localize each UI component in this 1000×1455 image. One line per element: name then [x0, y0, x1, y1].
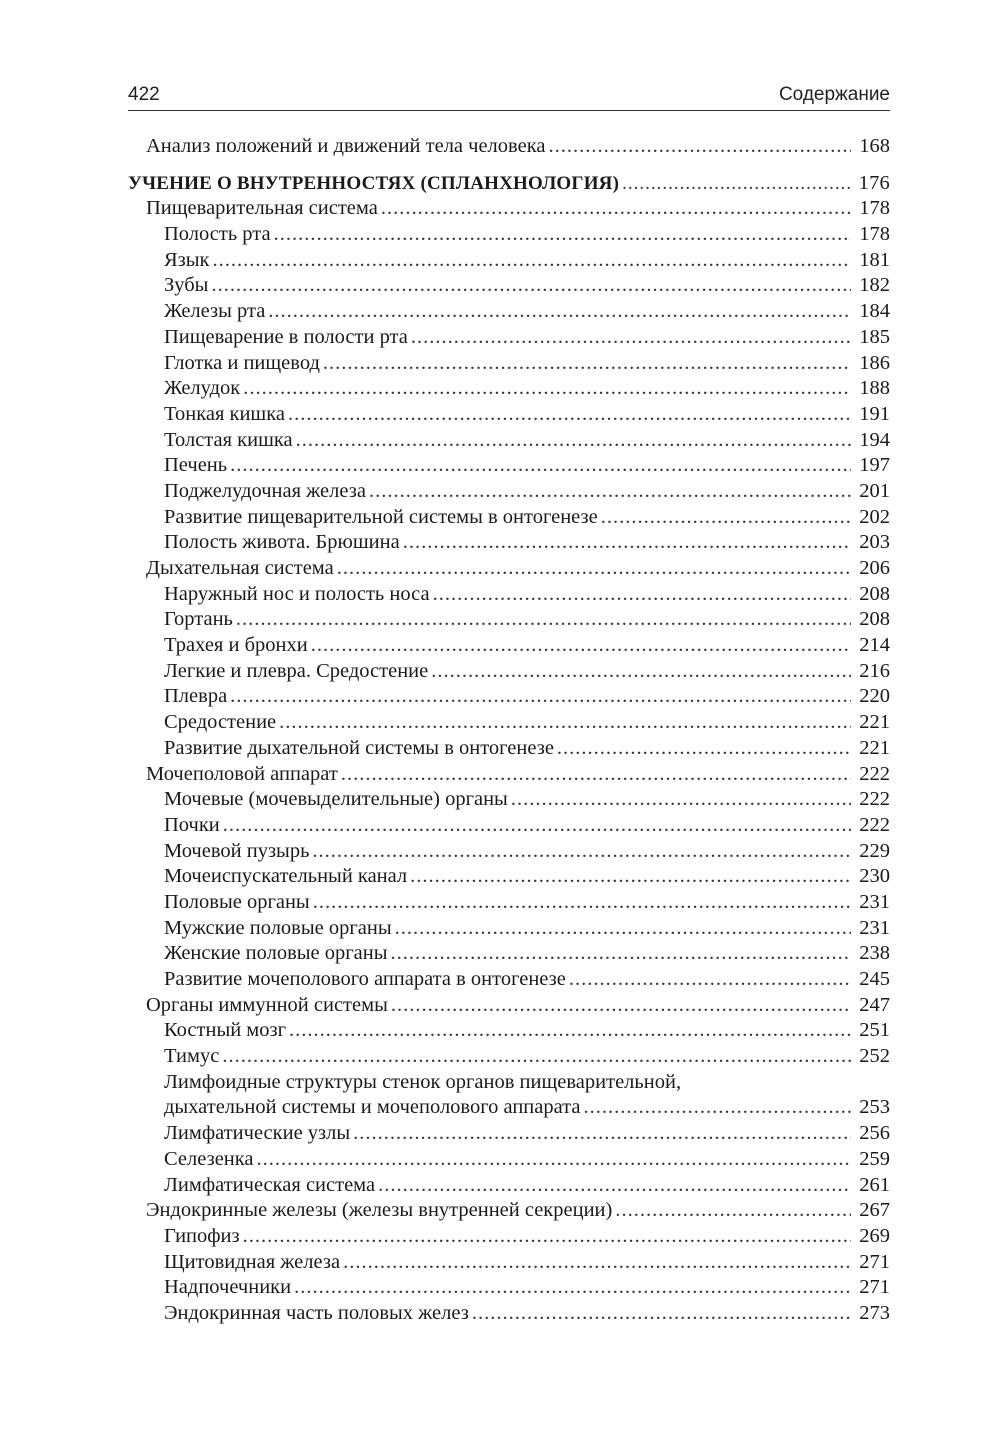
dot-leader	[343, 1250, 851, 1276]
toc-entry-page: 221	[859, 711, 890, 734]
dot-leader	[236, 607, 851, 633]
toc-entry-page: 181	[859, 248, 890, 271]
toc-entry	[128, 916, 890, 942]
dot-leader	[353, 1121, 851, 1147]
toc-entry-title: Лимфоидные структуры стенок органов пищеварительной,	[164, 1070, 682, 1093]
toc-entry-title: Мужские половые органы	[164, 916, 392, 939]
toc-entry-page: 253	[859, 1096, 890, 1119]
toc-entry	[128, 505, 890, 531]
toc-entry-page: 271	[859, 1250, 890, 1273]
toc-entry-page: 186	[859, 351, 890, 374]
dot-leader	[411, 325, 851, 351]
dot-leader	[313, 890, 851, 916]
toc-entry-title: Пищеварительная система	[146, 197, 378, 220]
dot-leader	[294, 1275, 851, 1301]
toc-entry-page: 238	[859, 942, 890, 965]
toc-entry-page: 259	[859, 1147, 890, 1170]
toc-entry-title: Железы рта	[164, 300, 266, 323]
toc-entry	[128, 1018, 890, 1044]
dot-leader	[378, 1173, 851, 1199]
dot-leader	[548, 134, 851, 160]
toc-entry-title: Мочеиспускательный канал	[164, 865, 408, 888]
toc-entry	[128, 402, 890, 428]
toc-entry-page: 214	[859, 634, 890, 657]
toc-entry-title: Половые органы	[164, 890, 310, 913]
toc-entry-title: Костный мозг	[164, 1019, 287, 1042]
dot-leader	[622, 171, 851, 197]
dot-leader	[311, 633, 851, 659]
dot-leader	[569, 967, 851, 993]
toc-entry	[128, 428, 890, 454]
toc-entry-page: 222	[859, 788, 890, 811]
toc-entry-title: Мочевые (мочевыделительные) органы	[164, 788, 508, 811]
toc-entry-page: 252	[859, 1045, 890, 1068]
toc-entry	[128, 530, 890, 556]
toc-entry-title: Наружный нос и полость носа	[164, 582, 430, 605]
toc-entry-page: 201	[859, 479, 890, 502]
toc-entry-title: Гортань	[164, 608, 233, 631]
toc-entry-page: 188	[859, 377, 890, 400]
toc-entry-title: Щитовидная железа	[164, 1250, 341, 1273]
dot-leader	[288, 402, 851, 428]
dot-leader	[243, 376, 851, 402]
toc-entry-title: Полость рта	[164, 223, 271, 246]
toc-entry-title: Мочеполовой аппарат	[146, 762, 338, 785]
dot-leader	[410, 864, 851, 890]
dot-leader	[615, 1198, 851, 1224]
toc-entry-page: 271	[859, 1276, 890, 1299]
toc-entry-title: Глотка и пищевод	[164, 351, 320, 374]
toc-entry-page: 178	[859, 197, 890, 220]
toc-entry-page: 185	[859, 325, 890, 348]
toc-entry-page: 245	[859, 968, 890, 990]
dot-leader	[369, 479, 851, 505]
toc-entry-title: Язык	[164, 248, 210, 271]
toc-entry	[128, 171, 890, 197]
dot-leader	[433, 582, 851, 608]
dot-leader	[511, 787, 851, 813]
toc-entry-page: 247	[859, 993, 890, 1016]
toc-entry-title: Зубы	[164, 274, 209, 297]
dot-leader	[584, 1095, 852, 1121]
dot-leader	[289, 1018, 851, 1044]
toc-entry	[128, 941, 890, 967]
dot-leader	[274, 222, 851, 248]
toc-entry	[128, 1250, 890, 1276]
toc-entry	[128, 453, 890, 479]
toc-entry-page: 222	[859, 813, 890, 836]
toc-entry-page: 229	[859, 839, 890, 862]
toc-entry-page: 231	[859, 916, 890, 939]
toc-entry-title: Дыхательная система	[146, 557, 334, 579]
dot-leader	[268, 299, 851, 325]
dot-leader	[601, 505, 851, 531]
dot-leader	[312, 839, 851, 865]
toc-entry-title: Развитие мочеполового аппарата в онтогенезе	[164, 968, 566, 990]
toc-entry	[128, 736, 890, 762]
toc-entry	[128, 1173, 890, 1199]
dot-leader	[211, 273, 851, 299]
toc-entry-page: 273	[859, 1301, 890, 1324]
toc-entry	[128, 1275, 890, 1301]
toc-entry-title: дыхательной системы и мочеполового аппарата	[164, 1096, 581, 1119]
toc-entry	[128, 967, 890, 993]
toc-entry	[128, 1044, 890, 1070]
toc-entry-page: 206	[859, 557, 890, 579]
page-number: 422	[128, 84, 160, 105]
toc-entry	[128, 479, 890, 505]
toc-entry	[128, 607, 890, 633]
toc-entry-title: Надпочечники	[164, 1276, 292, 1299]
dot-leader	[296, 428, 851, 454]
dot-leader	[391, 941, 851, 967]
toc-entry-title: Развитие пищеварительной системы в онтогенезе	[164, 505, 598, 528]
dot-leader	[230, 453, 851, 479]
toc-entry	[128, 376, 890, 402]
toc-entry-page: 216	[859, 659, 890, 682]
toc-entry	[128, 839, 890, 865]
dot-leader	[279, 710, 851, 736]
toc-entry	[128, 273, 890, 299]
table-of-contents	[128, 134, 890, 1327]
dot-leader	[337, 556, 851, 582]
toc-entry-title: Пищеварение в полости рта	[164, 325, 408, 348]
toc-entry-page: 267	[859, 1199, 890, 1222]
toc-entry-title: Полость живота. Брюшина	[164, 531, 400, 554]
toc-entry-page: 230	[859, 865, 890, 888]
toc-entry	[128, 710, 890, 736]
toc-entry-title: Эндокринные железы (железы внутренней секреции)	[146, 1199, 613, 1222]
toc-entry-title: Желудок	[164, 377, 241, 400]
toc-entry-page: 178	[859, 223, 890, 246]
dot-leader	[223, 813, 851, 839]
running-header	[128, 84, 890, 111]
toc-entry-title: Селезенка	[164, 1147, 254, 1170]
toc-entry-title: Эндокринная часть половых желез	[164, 1301, 469, 1324]
toc-entry	[128, 556, 890, 582]
toc-entry-title: Почки	[164, 813, 220, 836]
toc-entry	[128, 659, 890, 685]
toc-entry-title: Женские половые органы	[164, 942, 388, 965]
toc-entry-page: 220	[859, 685, 890, 708]
dot-leader	[257, 1147, 851, 1173]
toc-entry-page: 176	[858, 171, 890, 194]
toc-entry	[128, 1070, 890, 1096]
dot-leader	[323, 351, 851, 377]
toc-entry	[128, 325, 890, 351]
toc-entry	[128, 762, 890, 788]
dot-leader	[395, 916, 851, 942]
toc-entry-title: Средостение	[164, 711, 277, 734]
toc-entry-page: 208	[859, 608, 890, 631]
toc-entry	[128, 299, 890, 325]
dot-leader	[230, 684, 851, 710]
toc-entry-title: Тонкая кишка	[164, 402, 285, 425]
toc-entry-page: 208	[859, 582, 890, 605]
dot-leader	[472, 1301, 851, 1327]
running-title: Содержание	[778, 84, 890, 105]
toc-entry	[128, 196, 890, 222]
dot-leader	[341, 762, 851, 788]
toc-entry	[128, 787, 890, 813]
toc-entry-page: 203	[859, 531, 890, 554]
toc-entry	[128, 1224, 890, 1250]
toc-entry-title: Развитие дыхательной системы в онтогенезе	[164, 736, 554, 759]
toc-entry-title: Лимфатическая система	[164, 1173, 376, 1196]
toc-entry-title: Печень	[164, 454, 228, 477]
toc-entry	[128, 993, 890, 1019]
toc-entry	[128, 890, 890, 916]
toc-entry	[128, 1301, 890, 1327]
dot-leader	[403, 530, 851, 556]
toc-entry-page: 251	[859, 1019, 890, 1042]
dot-leader	[391, 993, 851, 1019]
toc-entry	[128, 1147, 890, 1173]
toc-entry-title: Тимус	[164, 1045, 220, 1068]
dot-leader	[431, 659, 851, 685]
toc-entry-page: 197	[859, 454, 890, 477]
toc-entry-page: 182	[859, 274, 890, 297]
toc-entry-title: Плевра	[164, 685, 228, 708]
toc-entry-title: Поджелудочная железа	[164, 479, 366, 502]
toc-entry-page: 261	[859, 1173, 890, 1196]
toc-entry	[128, 633, 890, 659]
toc-entry-page: 184	[859, 300, 890, 323]
toc-entry-page: 231	[859, 890, 890, 913]
toc-entry-title: Толстая кишка	[164, 428, 293, 451]
toc-entry	[128, 134, 890, 160]
toc-entry-title: УЧЕНИЕ О ВНУТРЕННОСТЯХ (СПЛАНХНОЛОГИЯ)	[128, 172, 620, 194]
toc-entry-page: 168	[859, 135, 890, 157]
toc-entry-page: 256	[859, 1122, 890, 1145]
toc-entry	[128, 864, 890, 890]
toc-entry-title: Органы иммунной системы	[146, 993, 388, 1016]
toc-entry-title: Лимфатические узлы	[164, 1122, 351, 1145]
toc-entry	[128, 684, 890, 710]
toc-entry	[128, 813, 890, 839]
toc-entry-page: 194	[859, 428, 890, 451]
toc-entry-title: Легкие и плевра. Средостение	[164, 659, 429, 682]
toc-entry-page: 221	[859, 736, 890, 759]
toc-entry	[128, 1121, 890, 1147]
toc-entry-title: Анализ положений и движений тела человека	[146, 135, 546, 157]
toc-entry	[128, 582, 890, 608]
dot-leader	[557, 736, 851, 762]
dot-leader	[243, 1224, 851, 1250]
toc-entry	[128, 222, 890, 248]
toc-entry-page: 202	[859, 505, 890, 528]
toc-entry	[128, 1198, 890, 1224]
toc-entry-page: 269	[859, 1224, 890, 1247]
toc-entry-title: Гипофиз	[164, 1224, 240, 1247]
toc-entry	[128, 1095, 890, 1121]
dot-leader	[222, 1044, 851, 1070]
toc-entry-page: 222	[859, 762, 890, 785]
dot-leader	[213, 248, 851, 274]
dot-leader	[381, 196, 851, 222]
toc-entry-page: 191	[859, 402, 890, 425]
toc-entry-title: Трахея и бронхи	[164, 634, 308, 657]
toc-entry	[128, 351, 890, 377]
toc-entry	[128, 248, 890, 274]
toc-entry-title: Мочевой пузырь	[164, 839, 310, 862]
